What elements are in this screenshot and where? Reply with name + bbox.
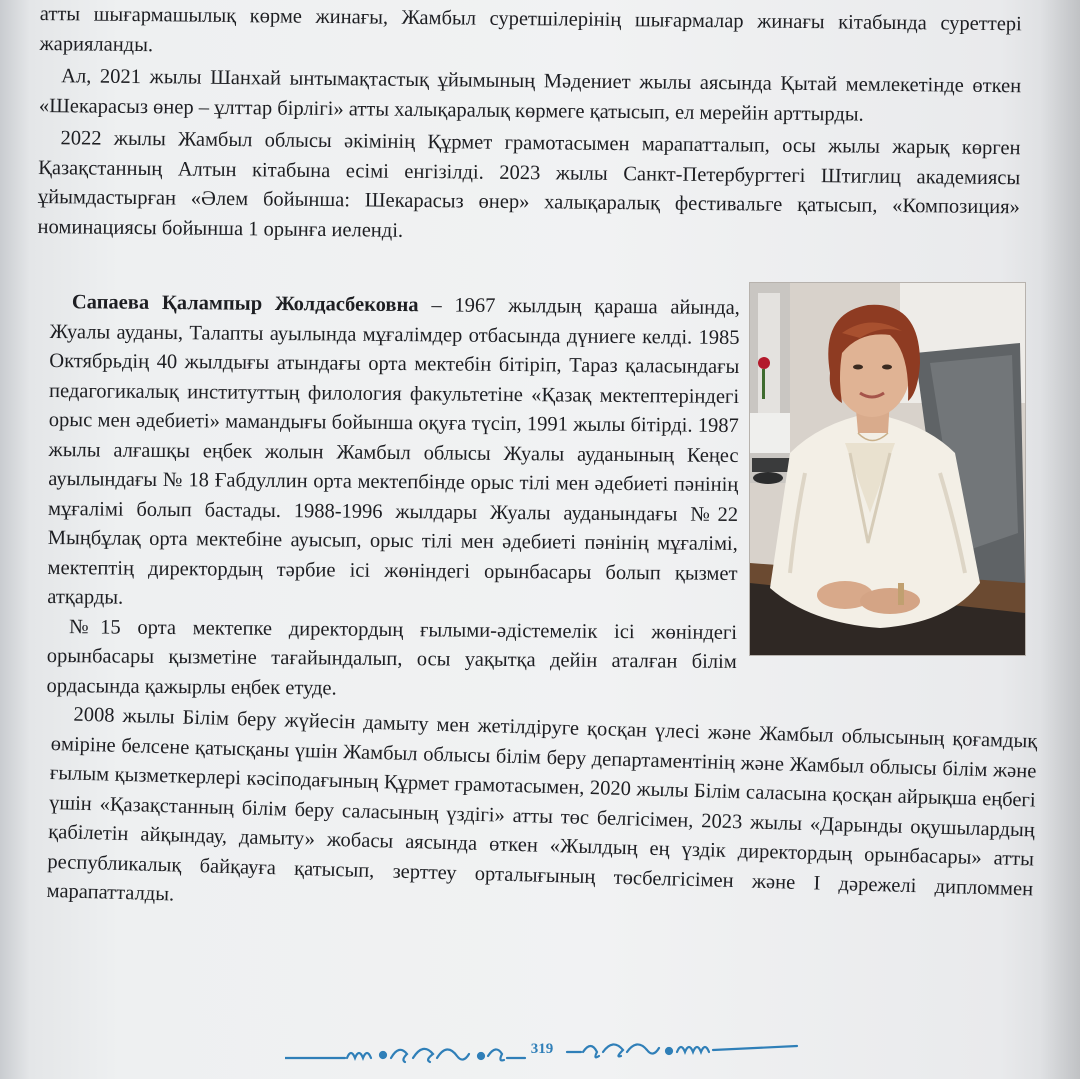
- biography-text: – 1967 жылдың қараша айында, Жуалы ауданы, Талапты ауылында мұғалімдер отбасында дүниеге келді. 1985 Октябрьдің 40 жылдығы атындағы орта мектебін бітіріп, Тараз қаласындағы педагогикалық институттың филология факультетіне «Қазақ мектептеріндегі орыс мен әдебиеті» мамандығы бойынша оқуға түсіп, 1991 жылы бітірді. 1987 жылы алғашқы еңбек жолын Жамбыл облысы Жуалы ауданының Кеңес ауылындағы № 18 Ғабдуллин орта мектепбінде орыс тілі мен әдебиеті пәнінің мұғалімі болып бастады. 1988-1996 жылдары Жуалы ауданындағы №22 Мыңбұлақ орта мектебіне ауысып, орыс тілі мен әдебиеті пәнінің мұғалімі, мектептің директордың тәрбие ісі жөніндегі орынбасары болып қызмет атқарды.: [47, 294, 740, 609]
- biography-paragraph: [47, 288, 740, 619]
- page-number: 319: [530, 1041, 554, 1057]
- paragraph-exhibition-catalog: атты шығармашылық көрме жинағы, Жамбыл суретшілерінің шығармалар жинағы кітабында суреттері жарияланды.: [39, 2, 1022, 56]
- portrait-illustration: [750, 283, 1025, 655]
- ornament-left: [285, 1049, 525, 1062]
- person-name: Сапаева Қалампыр Жолдасбековна: [71, 291, 419, 317]
- portrait-photo: [750, 283, 1025, 655]
- ornament-right: [567, 1044, 797, 1057]
- biography-block: [46, 288, 740, 707]
- paragraph-awards-2022-2023: 2022 жылы Жамбыл облысы әкімінің Құрмет грамотасымен марапатталып, осы жылы жарық көрген Қазақстанның Алтын кітабына есімі енгізілді. 2023 жылы Санкт-Петербургтегі Штиглиц академиясы ұйымдастырған «Әлем бойынша: Шекарасыз өнер» халықаралық фестивальге қатысып, «Композиция» номинациясы бойынша 1 орынға иеленді.: [37, 127, 1021, 242]
- awards-paragraph: 2008 жылы Білім беру жүйесін дамыту мен жетілдіруге қосқан үлесі және Жамбыл облысының қоғамдық өміріне белсене қатысқаны үшін Жамбыл облысы білім беру департаментінің және Жамбыл облысы білім және ғылым қызметкерлері кәсіподағының Құрмет грамотасымен, 2020 жылы Білім саласына қосқан айрықша еңбегі үшін «Қазақстанның білім беру саласының үздігі» атты төс белгісімен, 2023 жылы «Дарынды оқушылардың қабілетін айқындау, дамыту» жобасы аясында өткен «Жылдың ең үздік директордың орынбасары» атты республикалық байқауға қатысып, зерттеу орталығының төсбелгісімен және I дәрежелі дипломмен марапатталды.: [46, 703, 1038, 906]
- bottom-text-block: [46, 700, 1037, 934]
- top-text-block: [37, 0, 1022, 255]
- biography-current-position: №15 орта мектепке директордың ғылыми-әдістемелік ісі жөніндегі орынбасары қызметіне тағайындалып, осы уақытқа дейін аталған білім ордасында қажырлы еңбек етуде.: [46, 615, 738, 700]
- paragraph-shanghai-2021: Ал, 2021 жылы Шанхай ынтымақтастық ұйымының Мәдениет жылы аясында Қытай мемлекетінде өткен «Шекарасыз өнер – ұлттар бірлігі» атты халықаралық көрмеге қатысып, ел мерейін арттырды.: [38, 65, 1022, 126]
